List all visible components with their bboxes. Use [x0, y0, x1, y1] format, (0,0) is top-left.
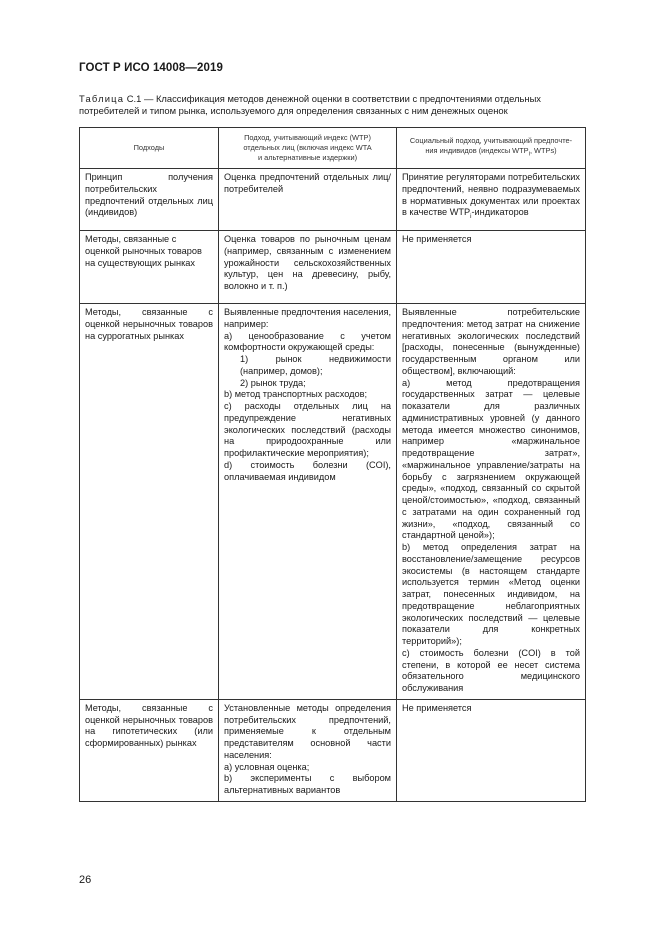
- table-header-row: [80, 128, 586, 169]
- table-caption: [79, 93, 584, 118]
- table-row: [80, 699, 586, 801]
- classification-table: [79, 127, 586, 802]
- caption-label: Таблица: [79, 93, 125, 104]
- row4-individual: Установленные методы определения потребительских предпочтений, применяемые к отдельным представителям основной части населения: а) условная оценка; b) эксперименты с выбором альтернативных вариантов: [219, 699, 397, 801]
- table-row: [80, 304, 586, 700]
- row3-approach: Методы, связанные с оценкой нерыночных товаров на суррогатных рынках: [80, 304, 219, 700]
- table-row: [80, 169, 586, 231]
- row1-individual: Оценка предпочтений отдельных лиц/потребителей: [219, 169, 397, 231]
- table-row: [80, 231, 586, 304]
- row2-individual: Оценка товаров по рыночным ценам (например, связанным с изменением урожайности сельскохозяйственных культур, цен на древесину, рыбу, волокно и т. п.): [219, 231, 397, 304]
- row4-approach: Методы, связанные с оценкой нерыночных товаров на гипотетических (или сформированных) рынках: [80, 699, 219, 801]
- row1-approach: Принцип получения потребительских предпочтений отдельных лиц (индивидов): [80, 169, 219, 231]
- caption-text: С.1 — Классификация методов денежной оценки в соответствии с предпочтениями отдельных потребителей и типом рынка, используемого для определения связанных с ним денежных оценок: [79, 93, 541, 117]
- row1-social: Принятие регуляторами потребительских предпочтений, неявно подразумеваемых в нормативных документах или проектах в качестве $WTP_i$-индикаторов: [397, 169, 586, 231]
- row3-social: Выявленные потребительские предпочтения: метод затрат на снижение негативных экологических последствий [расходы, понесенные (вынужденные) государственным органом или обществом], включающий: а) метод предотвращения государственных затрат — целевые показатели для различных административных уровней (у данного метода имеется множество синонимов, например «маржинальное предотвращение затрат», «маржинальное управление/затраты на борьбу с загрязнением окружающей среды», «подход, связанный со скрытой ценой/стоимостью», «подход, связанный с затратами на один сохраненный год жизни», «подход, связанный со стандартной ценой»); b) метод определения затрат на восстановление/замещение ресурсов экосистемы (в настоящем стандарте используется термин «Метод оценки затрат, понесенных индивидом, на предотвращение неблагоприятных экологических последствий — целевые показатели для конкретных территорий»); c) стоимость болезни (COI) в той степени, в которой ее несет система обязательного медицинского обслуживания: [397, 304, 586, 700]
- row3-individual: Выявленные предпочтения населения, например: а) ценообразование с учетом комфортности окружающей среды: 1) рынок недвижимости (например, домов); 2) рынок труда; b) метод транспортных расходов; c) расходы отдельных лиц на предупреждение негативных экологических последствий (расходы на природоохранные или профилактические мероприятия); d) стоимость болезни (COI), оплачиваемая индивидом: [219, 304, 397, 700]
- row2-social: Не применяется: [397, 231, 586, 304]
- standard-id: ГОСТ Р ИСО 14008—2019: [79, 62, 224, 74]
- header-approaches: Подходы: [80, 128, 219, 169]
- row2-approach: Методы, связанные с оценкой рыночных товаров на существующих рынках: [80, 231, 219, 304]
- header-social-approach: Социальный подход, учитывающий предпочте- ния индивидов (индексы $WTP_i$, WTPs): [397, 128, 586, 169]
- page-number: 26: [79, 874, 92, 886]
- header-individual-approach: Подход, учитывающий индекс (WTP) отдельных лиц (включая индекс WTA и альтернативные издержки): [219, 128, 397, 169]
- row4-social: Не применяется: [397, 699, 586, 801]
